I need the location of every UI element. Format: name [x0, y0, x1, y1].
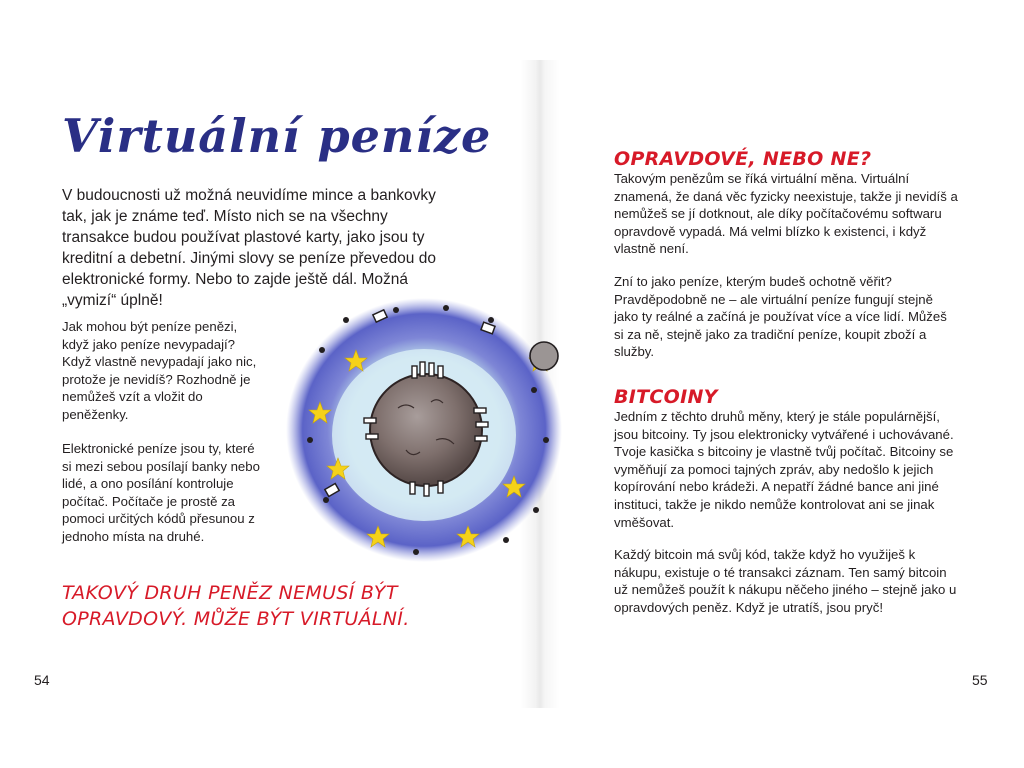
right-paragraph-2: Zní to jako peníze, kterým budeš ochotně věřit? Pravděpodobně ne – ale virtuální peníze fungují stejně jako ty reálné a začíná je používat více a více lidí. Můžeš si za ně, stejně jako za tradiční peníze, koupit zboží a služby. — [614, 274, 947, 360]
left-paragraph-1: Jak mohou být peníze penězi, když jako peníze nevypadají? Když vlastně nevypadají jako nic, protože je nevidíš? Rozhodně je nemůžeš vzít a vložit do peněženky. — [62, 319, 257, 422]
left-paragraph-2: Elektronické peníze jsou ty, které si mezi sebou posílají banky nebo lidé, a ono posílání kontroluje počítač. Počítače je prostě za pomoci určitých kódů přesunou z jednoho místa na druhé. — [62, 441, 260, 544]
page-title: Virtuální peníze — [62, 109, 492, 163]
callout-text: TAKOVÝ DRUH PENĚZ NEMUSÍ BÝT OPRAVDOVÝ. MŮŽE BÝT VIRTUÁLNÍ. — [62, 582, 410, 630]
intro-paragraph: V budoucnosti už možná neuvidíme mince a bankovky tak, jak je známe teď. Místo nich se na všechny transakce budou používat plastové karty, jako jsou ty kreditní a debetní. Jinými slovy se peníze převedou do elektronické formy. Nebo to zajde ještě dál. Možná „vymizí“ úplně! — [62, 187, 436, 309]
page-number-left: 54 — [34, 672, 50, 688]
right-paragraph-1: Takovým penězům se říká virtuální měna. Virtuální znamená, že daná věc fyzicky neexistuje, takže ji nevidíš a nemůžeš se jí dotknout, ale díky počítačovému softwaru opravdově vypadá. Má velmi blízko k existenci, i když vlastně není. — [614, 171, 958, 257]
planet — [370, 374, 482, 486]
right-paragraph-3: Jedním z těchto druhů měny, který je stále populárnější, jsou bitcoiny. Ty jsou elektronicky vytvářené i uchovávané. Tvoje kasička s bitcoiny je vlastně tvůj počítač. Bitcoiny se vyměňují za pomoci tajných zpráv, aby nedošlo k jejich kopírování nebo krádeži. A nepatří žádné bance ani jiné instituci, takže je nikdo nemůže kontrolovat ani se jinak vměšovat. — [614, 409, 954, 530]
heading-opravdove: OPRAVDOVÉ, NEBO NE? — [614, 148, 872, 170]
moon — [530, 342, 558, 370]
planet-illustration — [286, 290, 586, 565]
right-paragraph-4: Každý bitcoin má svůj kód, takže když ho využiješ k nákupu, existuje o té transakci záznam. Ten samý bitcoin už nemůžeš použít k nákupu něčeho jiného – stejně jako u opravdových peněz. Když je utratíš, jsou pryč! — [614, 547, 957, 615]
page-number-right: 55 — [972, 672, 988, 688]
heading-bitcoiny: BITCOINY — [614, 386, 718, 408]
